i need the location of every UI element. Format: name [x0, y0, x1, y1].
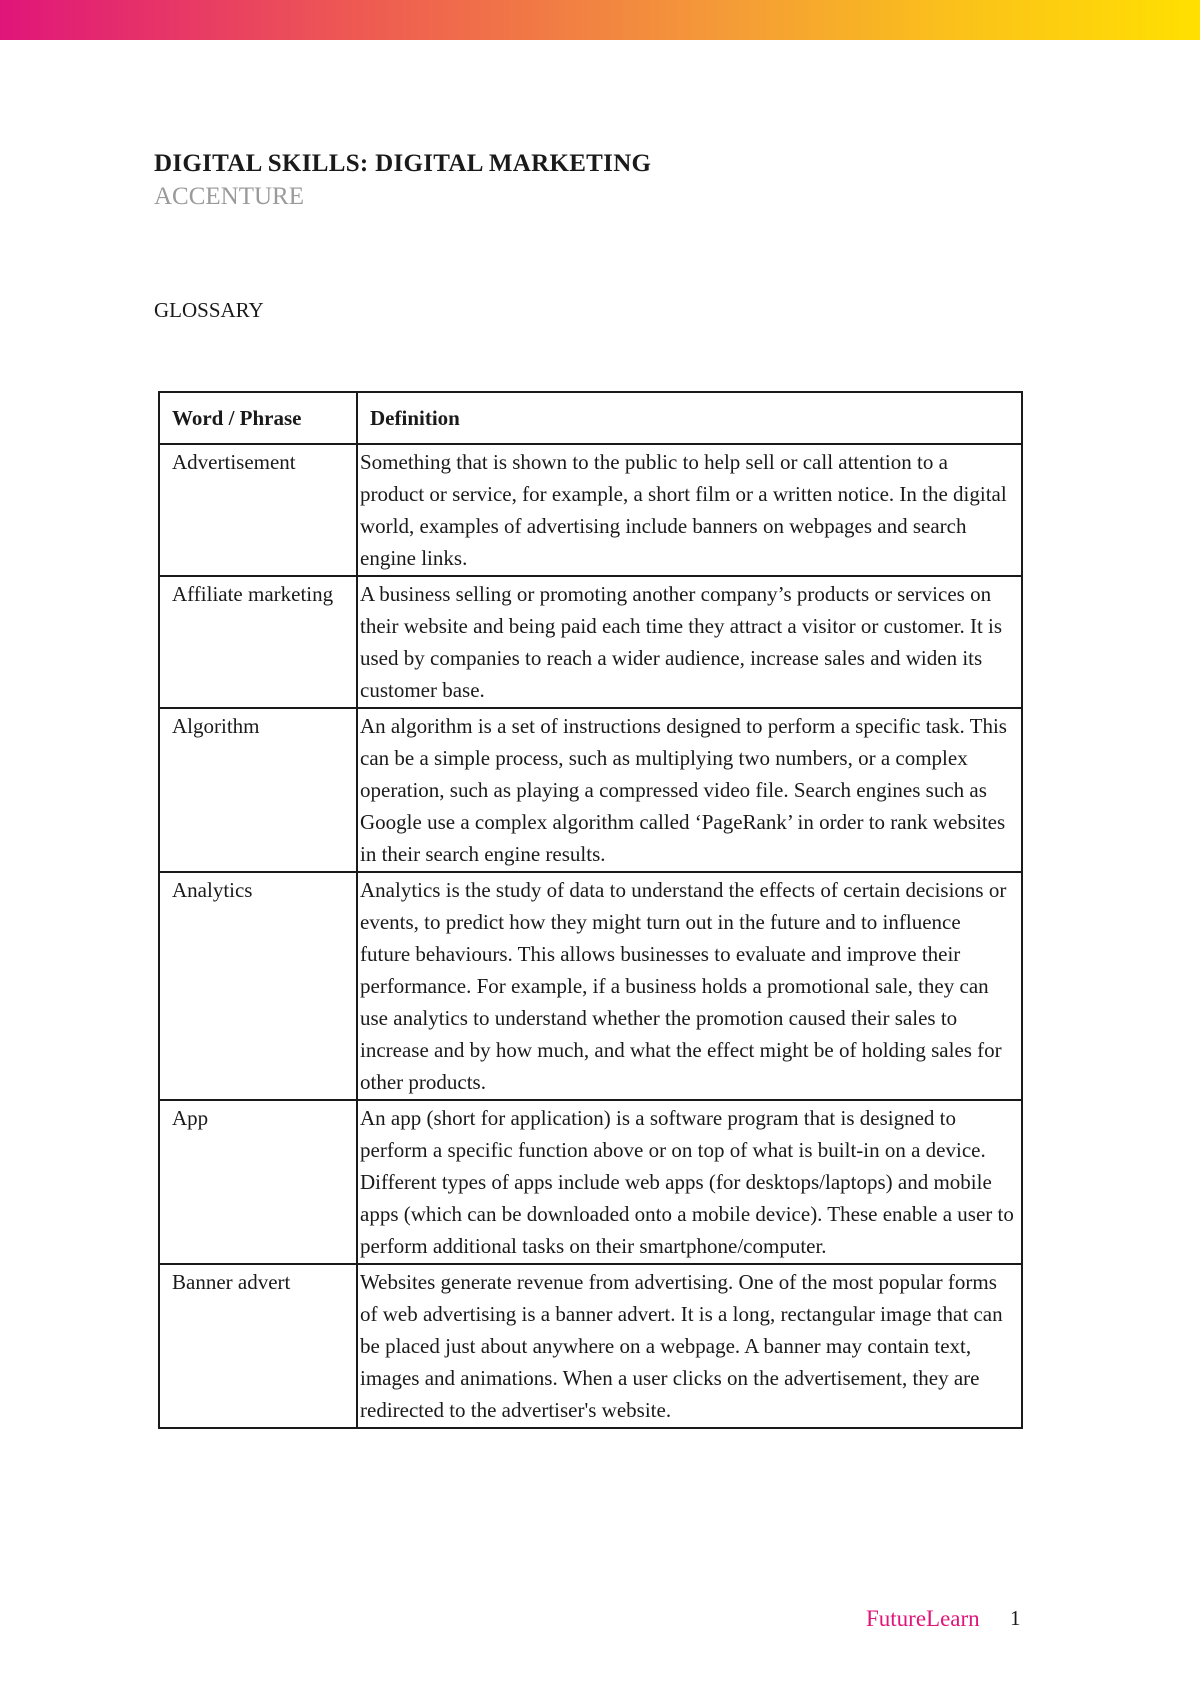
brand-gradient-bar	[0, 0, 1200, 40]
column-header-definition: Definition	[357, 392, 1022, 444]
glossary-word: Banner advert	[159, 1264, 357, 1428]
glossary-definition: An algorithm is a set of instructions designed to perform a specific task. This can be a simple process, such as multiplying two numbers, or a complex operation, such as playing a compressed video file. Search engines such as Google use a complex algorithm called ‘PageRank’ in order to rank websites in their search engine results.	[357, 708, 1022, 872]
document-subtitle: ACCENTURE	[154, 183, 304, 210]
page-number: 1	[1010, 1606, 1021, 1630]
glossary-word: App	[159, 1100, 357, 1264]
table-row	[159, 872, 1022, 1100]
table-header-row	[159, 392, 1022, 444]
glossary-word: Algorithm	[159, 708, 357, 872]
glossary-definition: Websites generate revenue from advertising. One of the most popular forms of web advertising is a banner advert. It is a long, rectangular image that can be placed just about anywhere on a webpage. A banner may contain text, images and animations. When a user clicks on the advertisement, they are redirected to the advertiser's website.	[357, 1264, 1022, 1428]
glossary-word: Analytics	[159, 872, 357, 1100]
section-heading: GLOSSARY	[154, 298, 264, 322]
glossary-table	[158, 391, 1023, 1429]
glossary-definition: Something that is shown to the public to help sell or call attention to a product or service, for example, a short film or a written notice. In the digital world, examples of advertising include banners on webpages and search engine links.	[357, 444, 1022, 576]
document-title: DIGITAL SKILLS: DIGITAL MARKETING	[154, 150, 652, 177]
glossary-word: Affiliate marketing	[159, 576, 357, 708]
glossary-word: Advertisement	[159, 444, 357, 576]
futurelearn-logo-text: FutureLearn	[866, 1606, 980, 1631]
table-row	[159, 1264, 1022, 1428]
table-row	[159, 708, 1022, 872]
table-row	[159, 1100, 1022, 1264]
column-header-word: Word / Phrase	[159, 392, 357, 444]
glossary-definition: Analytics is the study of data to understand the effects of certain decisions or events, to predict how they might turn out in the future and to influence future behaviours. This allows businesses to evaluate and improve their performance. For example, if a business holds a promotional sale, they can use analytics to understand whether the promotion caused their sales to increase and by how much, and what the effect might be of holding sales for other products.	[357, 872, 1022, 1100]
glossary-definition: A business selling or promoting another company’s products or services on their website and being paid each time they attract a visitor or customer. It is used by companies to reach a wider audience, increase sales and widen its customer base.	[357, 576, 1022, 708]
table-row	[159, 576, 1022, 708]
table-row	[159, 444, 1022, 576]
glossary-definition: An app (short for application) is a software program that is designed to perform a specific function above or on top of what is built-in on a device. Different types of apps include web apps (for desktops/laptops) and mobile apps (which can be downloaded onto a mobile device). These enable a user to perform additional tasks on their smartphone/computer.	[357, 1100, 1022, 1264]
